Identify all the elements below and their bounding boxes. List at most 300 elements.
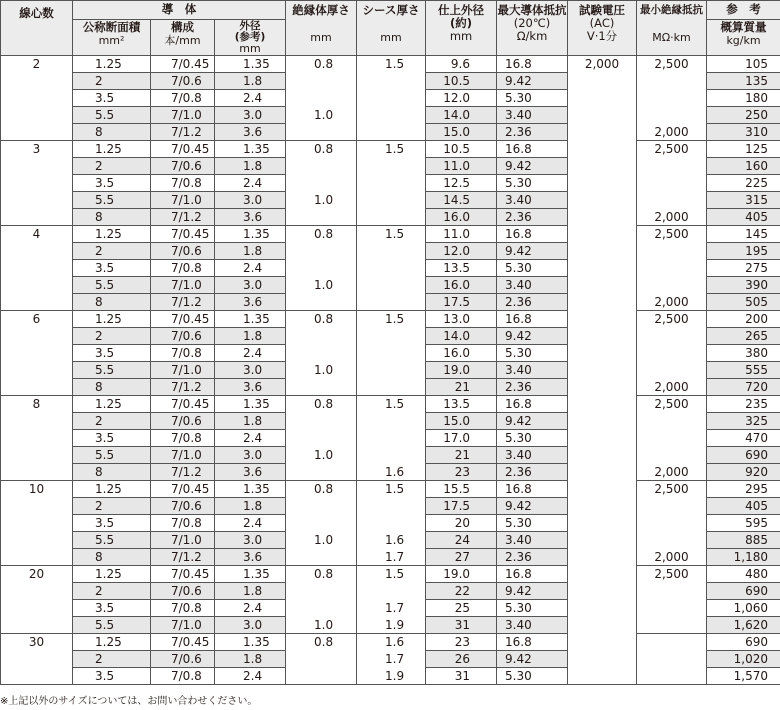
cell-min-insulation xyxy=(637,668,707,685)
cell-insulation xyxy=(286,430,357,447)
cell-composition: 7/0.45 xyxy=(151,141,215,158)
cell-composition: 7/1.2 xyxy=(151,209,215,226)
table-row xyxy=(1,481,780,498)
cell-max-resistance: 9.42 xyxy=(497,158,568,175)
cell-insulation xyxy=(286,158,357,175)
cell-nominal-area: 8 xyxy=(73,379,151,396)
cell-insulation: 1.0 xyxy=(286,192,357,209)
cell-outer-diameter: 1.35 xyxy=(215,566,286,583)
table-row xyxy=(1,226,780,243)
cell-finished-diameter: 16.0 xyxy=(426,345,497,362)
cell-outer-diameter: 3.6 xyxy=(215,549,286,566)
cell-nominal-area: 3.5 xyxy=(73,260,151,277)
cell-weight: 885 xyxy=(707,532,780,549)
cell-cores: 10 xyxy=(1,481,73,566)
cell-sheath: 1.9 xyxy=(357,617,426,634)
cell-finished-diameter: 17.5 xyxy=(426,498,497,515)
cell-weight: 145 xyxy=(707,226,780,243)
table-row xyxy=(1,447,780,464)
cell-max-resistance: 16.8 xyxy=(497,56,568,73)
cell-sheath xyxy=(357,515,426,532)
cell-min-insulation xyxy=(637,175,707,192)
cell-min-insulation: 2,500 xyxy=(637,481,707,498)
table-row xyxy=(1,294,780,311)
cell-outer-diameter: 1.8 xyxy=(215,243,286,260)
cell-outer-diameter: 2.4 xyxy=(215,515,286,532)
cell-max-resistance: 16.8 xyxy=(497,141,568,158)
cell-insulation: 0.8 xyxy=(286,566,357,583)
cell-nominal-area: 2 xyxy=(73,243,151,260)
cell-nominal-area: 8 xyxy=(73,464,151,481)
cell-weight: 720 xyxy=(707,379,780,396)
cell-nominal-area: 1.25 xyxy=(73,566,151,583)
cell-weight: 295 xyxy=(707,481,780,498)
cell-insulation xyxy=(286,379,357,396)
table-row xyxy=(1,107,780,124)
cell-outer-diameter: 1.8 xyxy=(215,328,286,345)
cell-weight: 595 xyxy=(707,515,780,532)
cell-outer-diameter: 2.4 xyxy=(215,90,286,107)
cell-composition: 7/1.0 xyxy=(151,532,215,549)
table-body xyxy=(1,56,780,685)
cell-sheath xyxy=(357,277,426,294)
cell-finished-diameter: 24 xyxy=(426,532,497,549)
cell-min-insulation xyxy=(637,430,707,447)
header-weight: 概算質量 kg/km xyxy=(707,20,780,56)
cell-composition: 7/0.45 xyxy=(151,396,215,413)
table-row xyxy=(1,668,780,685)
cell-finished-diameter: 12.0 xyxy=(426,243,497,260)
cell-cores: 30 xyxy=(1,634,73,685)
cell-sheath xyxy=(357,430,426,447)
cell-min-insulation xyxy=(637,600,707,617)
cell-outer-diameter: 3.6 xyxy=(215,294,286,311)
cell-finished-diameter: 16.0 xyxy=(426,209,497,226)
cell-max-resistance: 3.40 xyxy=(497,532,568,549)
table-row xyxy=(1,192,780,209)
cell-insulation: 0.8 xyxy=(286,396,357,413)
cell-max-resistance: 3.40 xyxy=(497,192,568,209)
cell-min-insulation xyxy=(637,651,707,668)
cell-min-insulation xyxy=(637,192,707,209)
table-row xyxy=(1,124,780,141)
cell-insulation: 0.8 xyxy=(286,311,357,328)
cell-max-resistance: 5.30 xyxy=(497,175,568,192)
cell-weight: 195 xyxy=(707,243,780,260)
cell-sheath xyxy=(357,158,426,175)
cell-finished-diameter: 12.0 xyxy=(426,90,497,107)
cell-nominal-area: 1.25 xyxy=(73,634,151,651)
table-row xyxy=(1,209,780,226)
cell-insulation xyxy=(286,175,357,192)
cell-sheath xyxy=(357,260,426,277)
cell-sheath xyxy=(357,447,426,464)
cell-max-resistance: 5.30 xyxy=(497,430,568,447)
cell-nominal-area: 3.5 xyxy=(73,515,151,532)
cell-min-insulation: 2,500 xyxy=(637,311,707,328)
cell-composition: 7/1.0 xyxy=(151,447,215,464)
cell-nominal-area: 1.25 xyxy=(73,311,151,328)
cell-sheath xyxy=(357,90,426,107)
cell-nominal-area: 3.5 xyxy=(73,430,151,447)
cell-nominal-area: 1.25 xyxy=(73,56,151,73)
cell-insulation: 1.0 xyxy=(286,617,357,634)
cell-sheath: 1.5 xyxy=(357,226,426,243)
cell-min-insulation xyxy=(637,498,707,515)
cell-min-insulation: 2,500 xyxy=(637,141,707,158)
cell-finished-diameter: 14.0 xyxy=(426,107,497,124)
cell-min-insulation xyxy=(637,532,707,549)
cell-max-resistance: 9.42 xyxy=(497,413,568,430)
cell-finished-diameter: 11.0 xyxy=(426,158,497,175)
cell-insulation xyxy=(286,464,357,481)
cell-outer-diameter: 2.4 xyxy=(215,345,286,362)
cell-finished-diameter: 17.5 xyxy=(426,294,497,311)
cell-composition: 7/0.6 xyxy=(151,498,215,515)
cell-insulation xyxy=(286,73,357,90)
cell-weight: 1,180 xyxy=(707,549,780,566)
cell-composition: 7/0.6 xyxy=(151,328,215,345)
cell-composition: 7/0.45 xyxy=(151,634,215,651)
cell-nominal-area: 5.5 xyxy=(73,362,151,379)
cell-sheath: 1.6 xyxy=(357,532,426,549)
cell-min-insulation: 2,000 xyxy=(637,379,707,396)
cell-nominal-area: 3.5 xyxy=(73,345,151,362)
cell-finished-diameter: 22 xyxy=(426,583,497,600)
header-conductor: 導 体 xyxy=(73,1,286,20)
cell-outer-diameter: 1.8 xyxy=(215,583,286,600)
cell-composition: 7/0.8 xyxy=(151,668,215,685)
cell-composition: 7/1.2 xyxy=(151,464,215,481)
cell-outer-diameter: 1.8 xyxy=(215,73,286,90)
cell-composition: 7/0.6 xyxy=(151,413,215,430)
cell-sheath: 1.5 xyxy=(357,396,426,413)
cell-sheath xyxy=(357,498,426,515)
cell-max-resistance: 3.40 xyxy=(497,107,568,124)
table-row xyxy=(1,532,780,549)
table-row xyxy=(1,464,780,481)
cell-min-insulation xyxy=(637,617,707,634)
table-row xyxy=(1,583,780,600)
cell-finished-diameter: 26 xyxy=(426,651,497,668)
cell-min-insulation xyxy=(637,345,707,362)
cell-composition: 7/0.8 xyxy=(151,600,215,617)
cell-weight: 250 xyxy=(707,107,780,124)
cell-max-resistance: 9.42 xyxy=(497,498,568,515)
cell-insulation: 0.8 xyxy=(286,141,357,158)
cell-sheath xyxy=(357,379,426,396)
cell-finished-diameter: 10.5 xyxy=(426,73,497,90)
cell-min-insulation xyxy=(637,328,707,345)
cell-max-resistance: 2.36 xyxy=(497,379,568,396)
cell-max-resistance: 5.30 xyxy=(497,668,568,685)
cell-cores: 6 xyxy=(1,311,73,396)
cell-max-resistance: 5.30 xyxy=(497,515,568,532)
cell-min-insulation xyxy=(637,158,707,175)
cell-outer-diameter: 1.8 xyxy=(215,158,286,175)
cell-outer-diameter: 1.35 xyxy=(215,481,286,498)
cell-composition: 7/1.0 xyxy=(151,107,215,124)
cell-outer-diameter: 3.0 xyxy=(215,532,286,549)
table-row xyxy=(1,158,780,175)
header-cores: 線心数 xyxy=(1,1,73,56)
cell-nominal-area: 2 xyxy=(73,158,151,175)
cell-composition: 7/0.45 xyxy=(151,226,215,243)
table-row xyxy=(1,90,780,107)
cell-insulation xyxy=(286,260,357,277)
cell-insulation: 1.0 xyxy=(286,532,357,549)
cell-insulation xyxy=(286,124,357,141)
cell-weight: 405 xyxy=(707,498,780,515)
cell-outer-diameter: 3.0 xyxy=(215,192,286,209)
cell-max-resistance: 9.42 xyxy=(497,328,568,345)
cell-finished-diameter: 15.5 xyxy=(426,481,497,498)
cell-insulation: 1.0 xyxy=(286,362,357,379)
cell-weight: 225 xyxy=(707,175,780,192)
table-row xyxy=(1,566,780,583)
cell-nominal-area: 3.5 xyxy=(73,668,151,685)
cell-max-resistance: 3.40 xyxy=(497,362,568,379)
cell-max-resistance: 16.8 xyxy=(497,481,568,498)
cell-max-resistance: 2.36 xyxy=(497,549,568,566)
header-min-insulation: 最小絶縁抵抗 MΩ·km xyxy=(637,1,707,56)
table-row xyxy=(1,141,780,158)
table-row xyxy=(1,549,780,566)
cell-finished-diameter: 11.0 xyxy=(426,226,497,243)
cell-nominal-area: 2 xyxy=(73,583,151,600)
cell-outer-diameter: 1.35 xyxy=(215,56,286,73)
cell-min-insulation xyxy=(637,634,707,651)
table-row xyxy=(1,651,780,668)
cell-max-resistance: 5.30 xyxy=(497,345,568,362)
cell-sheath: 1.6 xyxy=(357,464,426,481)
table-row xyxy=(1,277,780,294)
cell-finished-diameter: 13.5 xyxy=(426,260,497,277)
cell-finished-diameter: 31 xyxy=(426,668,497,685)
cell-max-resistance: 3.40 xyxy=(497,447,568,464)
cell-min-insulation: 2,500 xyxy=(637,56,707,73)
cell-outer-diameter: 1.35 xyxy=(215,396,286,413)
cell-cores: 3 xyxy=(1,141,73,226)
table-row xyxy=(1,56,780,73)
table-header xyxy=(1,1,780,56)
cell-max-resistance: 9.42 xyxy=(497,651,568,668)
table-row xyxy=(1,634,780,651)
cell-min-insulation xyxy=(637,413,707,430)
cell-finished-diameter: 10.5 xyxy=(426,141,497,158)
cell-outer-diameter: 1.8 xyxy=(215,651,286,668)
cell-cores: 2 xyxy=(1,56,73,141)
cell-outer-diameter: 1.35 xyxy=(215,311,286,328)
cell-max-resistance: 5.30 xyxy=(497,90,568,107)
cell-weight: 235 xyxy=(707,396,780,413)
cell-weight: 315 xyxy=(707,192,780,209)
table-row xyxy=(1,617,780,634)
cell-outer-diameter: 2.4 xyxy=(215,175,286,192)
cell-weight: 555 xyxy=(707,362,780,379)
cell-min-insulation xyxy=(637,515,707,532)
header-reference: 参 考 xyxy=(707,1,780,20)
cell-sheath xyxy=(357,413,426,430)
cell-max-resistance: 5.30 xyxy=(497,260,568,277)
header-sheath: シース厚さ mm xyxy=(357,1,426,56)
cell-nominal-area: 1.25 xyxy=(73,481,151,498)
cell-insulation: 1.0 xyxy=(286,447,357,464)
cell-weight: 690 xyxy=(707,583,780,600)
cell-insulation xyxy=(286,600,357,617)
cell-nominal-area: 3.5 xyxy=(73,90,151,107)
cell-composition: 7/1.2 xyxy=(151,379,215,396)
cell-min-insulation xyxy=(637,583,707,600)
cell-sheath xyxy=(357,209,426,226)
table-row xyxy=(1,413,780,430)
header-max-resistance: 最大導体抵抗 (20℃) Ω/km xyxy=(497,1,568,56)
cell-min-insulation xyxy=(637,243,707,260)
cell-sheath: 1.5 xyxy=(357,311,426,328)
cell-outer-diameter: 3.0 xyxy=(215,107,286,124)
cell-nominal-area: 2 xyxy=(73,651,151,668)
cell-nominal-area: 8 xyxy=(73,124,151,141)
cell-min-insulation: 2,500 xyxy=(637,226,707,243)
cell-nominal-area: 2 xyxy=(73,328,151,345)
cell-min-insulation xyxy=(637,277,707,294)
cell-weight: 480 xyxy=(707,566,780,583)
cell-weight: 470 xyxy=(707,430,780,447)
cell-sheath xyxy=(357,362,426,379)
cell-nominal-area: 5.5 xyxy=(73,447,151,464)
cell-cores: 4 xyxy=(1,226,73,311)
cell-composition: 7/0.8 xyxy=(151,430,215,447)
cell-outer-diameter: 3.6 xyxy=(215,464,286,481)
cell-sheath xyxy=(357,192,426,209)
cell-weight: 1,060 xyxy=(707,600,780,617)
cell-weight: 405 xyxy=(707,209,780,226)
cell-finished-diameter: 23 xyxy=(426,464,497,481)
cell-nominal-area: 5.5 xyxy=(73,192,151,209)
cell-weight: 390 xyxy=(707,277,780,294)
cell-sheath xyxy=(357,73,426,90)
cell-finished-diameter: 13.5 xyxy=(426,396,497,413)
cell-min-insulation xyxy=(637,73,707,90)
cell-max-resistance: 16.8 xyxy=(497,311,568,328)
cell-finished-diameter: 19.0 xyxy=(426,566,497,583)
table-row xyxy=(1,362,780,379)
cell-outer-diameter: 3.0 xyxy=(215,617,286,634)
cell-outer-diameter: 1.35 xyxy=(215,141,286,158)
cell-outer-diameter: 2.4 xyxy=(215,668,286,685)
cell-outer-diameter: 2.4 xyxy=(215,600,286,617)
header-outer-diameter: 外径 (参考) mm xyxy=(215,20,286,56)
cell-composition: 7/0.6 xyxy=(151,158,215,175)
cell-min-insulation xyxy=(637,260,707,277)
cell-outer-diameter: 3.0 xyxy=(215,277,286,294)
cell-composition: 7/1.0 xyxy=(151,277,215,294)
table-row xyxy=(1,379,780,396)
cell-max-resistance: 2.36 xyxy=(497,209,568,226)
cell-insulation xyxy=(286,328,357,345)
cell-sheath xyxy=(357,583,426,600)
cell-max-resistance: 16.8 xyxy=(497,566,568,583)
cell-outer-diameter: 3.6 xyxy=(215,379,286,396)
cell-insulation xyxy=(286,651,357,668)
cell-finished-diameter: 27 xyxy=(426,549,497,566)
cell-weight: 920 xyxy=(707,464,780,481)
cell-finished-diameter: 16.0 xyxy=(426,277,497,294)
cell-composition: 7/0.8 xyxy=(151,515,215,532)
cell-nominal-area: 5.5 xyxy=(73,107,151,124)
cell-insulation xyxy=(286,294,357,311)
cell-finished-diameter: 13.0 xyxy=(426,311,497,328)
cell-finished-diameter: 17.0 xyxy=(426,430,497,447)
cell-insulation: 1.0 xyxy=(286,107,357,124)
cell-min-insulation: 2,000 xyxy=(637,549,707,566)
cell-insulation xyxy=(286,90,357,107)
cell-outer-diameter: 2.4 xyxy=(215,430,286,447)
cell-nominal-area: 3.5 xyxy=(73,600,151,617)
header-finished-diameter: 仕上外径 (約) mm xyxy=(426,1,497,56)
cell-weight: 380 xyxy=(707,345,780,362)
cell-finished-diameter: 14.5 xyxy=(426,192,497,209)
cell-min-insulation: 2,000 xyxy=(637,294,707,311)
table-row xyxy=(1,396,780,413)
cell-weight: 690 xyxy=(707,634,780,651)
cell-sheath: 1.7 xyxy=(357,651,426,668)
cell-insulation: 0.8 xyxy=(286,634,357,651)
cell-weight: 125 xyxy=(707,141,780,158)
cell-min-insulation xyxy=(637,107,707,124)
cell-finished-diameter: 9.6 xyxy=(426,56,497,73)
cell-sheath: 1.5 xyxy=(357,141,426,158)
cell-weight: 310 xyxy=(707,124,780,141)
cell-outer-diameter: 3.0 xyxy=(215,362,286,379)
cell-max-resistance: 3.40 xyxy=(497,617,568,634)
cell-min-insulation: 2,000 xyxy=(637,124,707,141)
cell-sheath: 1.5 xyxy=(357,481,426,498)
cell-outer-diameter: 2.4 xyxy=(215,260,286,277)
cell-max-resistance: 2.36 xyxy=(497,294,568,311)
cell-insulation xyxy=(286,668,357,685)
cell-insulation: 0.8 xyxy=(286,226,357,243)
cell-sheath xyxy=(357,328,426,345)
cell-composition: 7/0.6 xyxy=(151,73,215,90)
cell-composition: 7/0.45 xyxy=(151,566,215,583)
cell-insulation xyxy=(286,549,357,566)
cell-sheath xyxy=(357,294,426,311)
cell-min-insulation: 2,500 xyxy=(637,566,707,583)
table-row xyxy=(1,73,780,90)
header-test-voltage: 試験電圧 (AC) V·1分 xyxy=(568,1,637,56)
cell-composition: 7/0.6 xyxy=(151,243,215,260)
footnote: ※上記以外のサイズについては、お問い合わせください。 xyxy=(0,696,258,707)
cell-max-resistance: 2.36 xyxy=(497,464,568,481)
cell-weight: 135 xyxy=(707,73,780,90)
cell-nominal-area: 8 xyxy=(73,549,151,566)
cell-outer-diameter: 1.35 xyxy=(215,226,286,243)
cell-max-resistance: 9.42 xyxy=(497,243,568,260)
cell-sheath: 1.9 xyxy=(357,668,426,685)
cell-insulation xyxy=(286,209,357,226)
cell-finished-diameter: 21 xyxy=(426,379,497,396)
cell-weight: 325 xyxy=(707,413,780,430)
cell-composition: 7/0.45 xyxy=(151,56,215,73)
cell-insulation xyxy=(286,345,357,362)
cell-outer-diameter: 3.0 xyxy=(215,447,286,464)
cell-min-insulation xyxy=(637,90,707,107)
cell-finished-diameter: 21 xyxy=(426,447,497,464)
cell-nominal-area: 1.25 xyxy=(73,226,151,243)
table-row xyxy=(1,430,780,447)
cell-weight: 265 xyxy=(707,328,780,345)
